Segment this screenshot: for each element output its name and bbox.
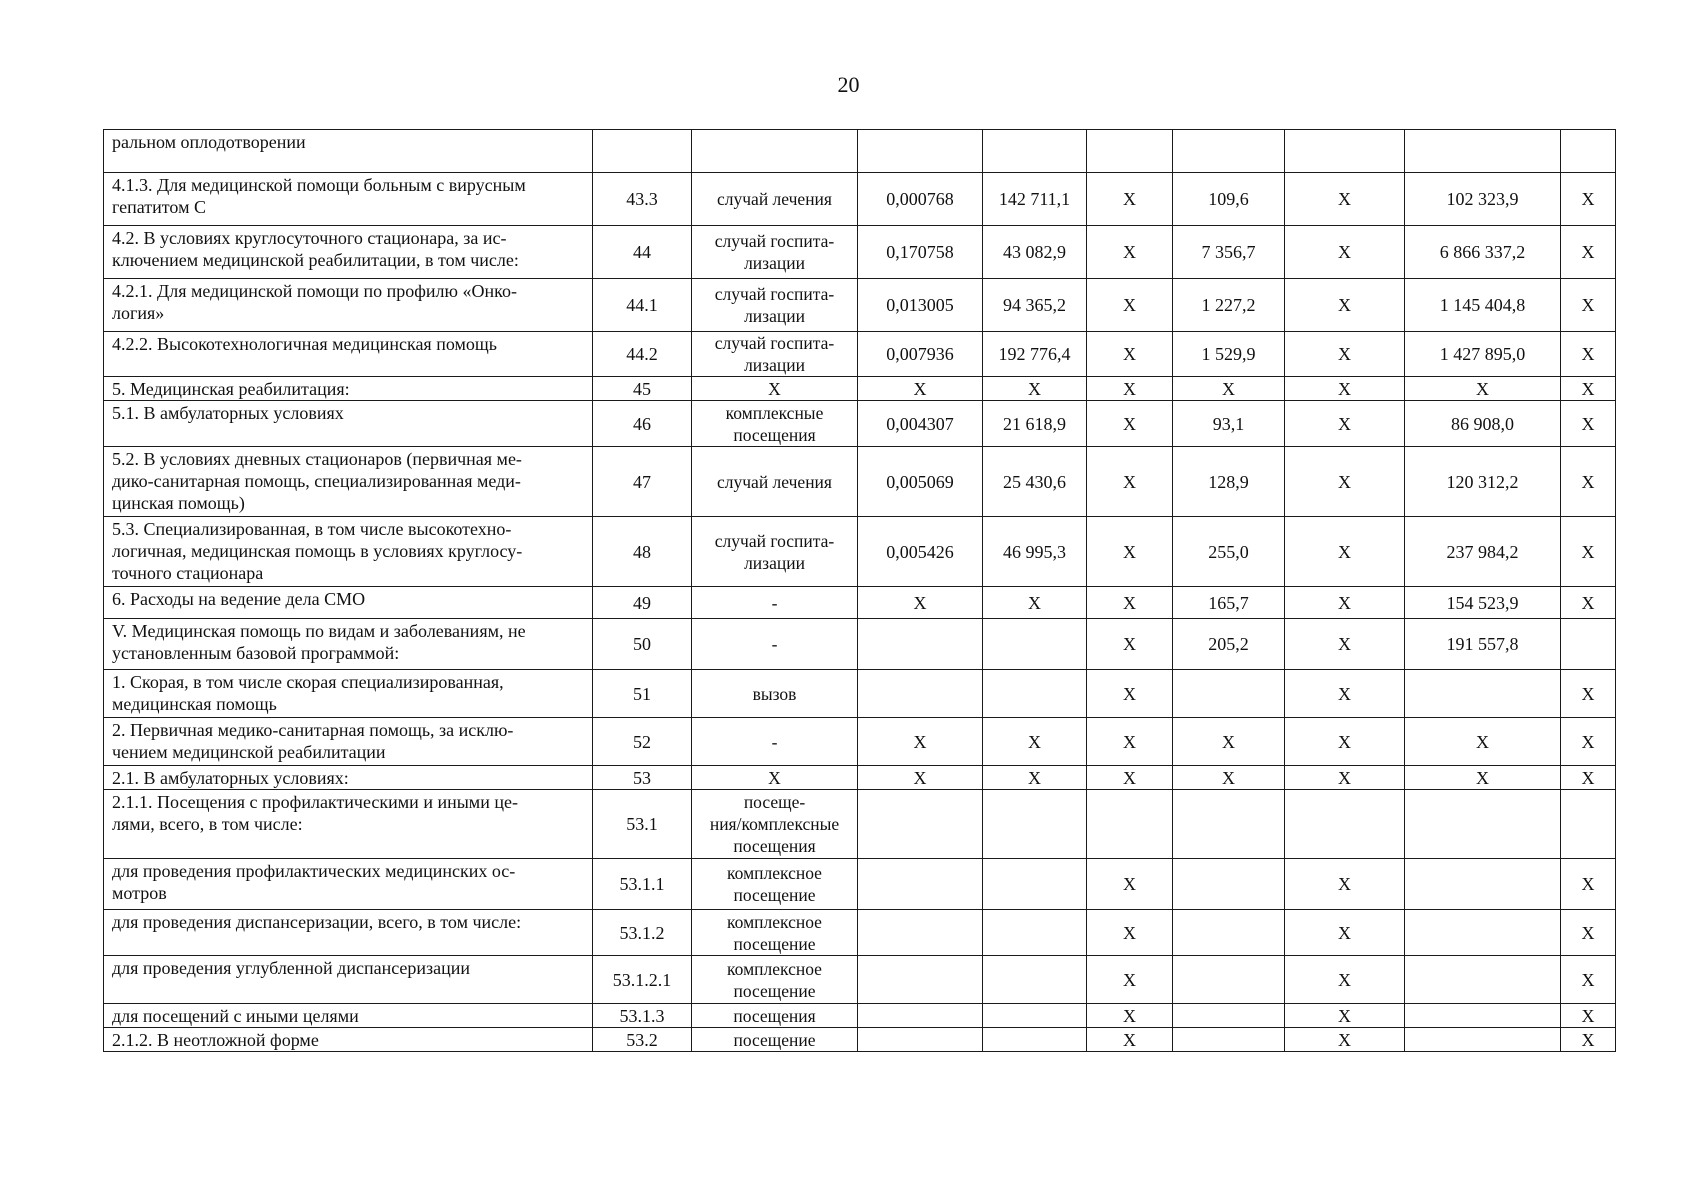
row-name: 4.2.2. Высокотехнологичная медицинская помощь: [104, 332, 593, 377]
row-value: X: [1173, 766, 1285, 790]
row-number: 53.1.2: [593, 910, 692, 956]
row-value: 192 776,4: [983, 332, 1087, 377]
row-unit: случай лечения: [692, 447, 858, 517]
row-value: 1 529,9: [1173, 332, 1285, 377]
row-number: 44: [593, 226, 692, 279]
row-number: 53.2: [593, 1028, 692, 1052]
row-value: 6 866 337,2: [1405, 226, 1561, 279]
row-unit: комплексное посещение: [692, 910, 858, 956]
row-value: X: [1087, 766, 1173, 790]
row-value: X: [1285, 670, 1405, 718]
row-name: для проведения диспансеризации, всего, в том числе:: [104, 910, 593, 956]
row-value: X: [1087, 956, 1173, 1004]
row-value: [983, 1004, 1087, 1028]
row-number: 53: [593, 766, 692, 790]
row-value: X: [1561, 910, 1616, 956]
row-value: X: [1087, 1028, 1173, 1052]
row-value: X: [1087, 859, 1173, 910]
row-value: X: [1285, 226, 1405, 279]
table-row: [104, 401, 1616, 447]
row-value: X: [1561, 1004, 1616, 1028]
row-value: X: [1285, 279, 1405, 332]
table-row: [104, 173, 1616, 226]
row-value: X: [1087, 910, 1173, 956]
row-value: X: [1561, 517, 1616, 587]
row-value: X: [1285, 401, 1405, 447]
row-value: 86 908,0: [1405, 401, 1561, 447]
row-name: 2.1.1. Посещения с профилактическими и иными це- лями, всего, в том числе:: [104, 790, 593, 859]
row-value: [1173, 956, 1285, 1004]
row-value: X: [1173, 377, 1285, 401]
row-value: 165,7: [1173, 587, 1285, 619]
row-value: X: [1285, 517, 1405, 587]
row-value: X: [1561, 226, 1616, 279]
funding-table: [103, 129, 1616, 1052]
row-value: X: [1087, 517, 1173, 587]
row-value: [1173, 910, 1285, 956]
row-name: 5.3. Специализированная, в том числе высокотехно- логичная, медицинская помощь в условиях круглосу- точного стационара: [104, 517, 593, 587]
row-name: 2. Первичная медико-санитарная помощь, за исклю- чением медицинской реабилитации: [104, 718, 593, 766]
row-number: 49: [593, 587, 692, 619]
row-number: 53.1: [593, 790, 692, 859]
row-value: [1405, 1028, 1561, 1052]
table-body: [104, 130, 1616, 1052]
row-unit: посещение: [692, 1028, 858, 1052]
row-name: 4.2.1. Для медицинской помощи по профилю «Онко- логия»: [104, 279, 593, 332]
row-value: [1087, 130, 1173, 173]
row-value: 0,005426: [858, 517, 983, 587]
row-value: 43 082,9: [983, 226, 1087, 279]
row-value: X: [1087, 670, 1173, 718]
row-name: 5.1. В амбулаторных условиях: [104, 401, 593, 447]
table-row: [104, 130, 1616, 173]
row-value: 0,005069: [858, 447, 983, 517]
row-name: для проведения углубленной диспансеризации: [104, 956, 593, 1004]
row-value: X: [1561, 766, 1616, 790]
row-value: 191 557,8: [1405, 619, 1561, 670]
row-value: X: [1285, 859, 1405, 910]
row-name: для посещений с иными целями: [104, 1004, 593, 1028]
row-value: X: [858, 766, 983, 790]
row-value: X: [1561, 447, 1616, 517]
row-value: X: [1561, 670, 1616, 718]
row-value: [1405, 670, 1561, 718]
row-value: X: [1285, 910, 1405, 956]
row-number: 44.1: [593, 279, 692, 332]
row-value: X: [1173, 718, 1285, 766]
row-name: 5.2. В условиях дневных стационаров (первичная ме- дико-санитарная помощь, специализированная меди- цинская помощь): [104, 447, 593, 517]
row-value: [983, 670, 1087, 718]
row-number: 46: [593, 401, 692, 447]
page-number: 20: [837, 72, 860, 97]
row-value: [858, 670, 983, 718]
row-value: 255,0: [1173, 517, 1285, 587]
row-name: 4.1.3. Для медицинской помощи больным с вирусным гепатитом С: [104, 173, 593, 226]
row-value: X: [1087, 377, 1173, 401]
row-number: 48: [593, 517, 692, 587]
row-value: [983, 1028, 1087, 1052]
row-value: [858, 790, 983, 859]
row-value: X: [1561, 859, 1616, 910]
row-value: [1405, 859, 1561, 910]
table-row: [104, 587, 1616, 619]
row-number: 53.1.2.1: [593, 956, 692, 1004]
row-name: V. Медицинская помощь по видам и заболеваниям, не установленным базовой программой:: [104, 619, 593, 670]
row-value: 0,004307: [858, 401, 983, 447]
table-row: [104, 447, 1616, 517]
row-value: [1087, 790, 1173, 859]
row-value: 205,2: [1173, 619, 1285, 670]
row-value: [1173, 1028, 1285, 1052]
table-row: [104, 910, 1616, 956]
table-row: [104, 956, 1616, 1004]
row-number: 50: [593, 619, 692, 670]
row-value: [1173, 670, 1285, 718]
row-number: 53.1.1: [593, 859, 692, 910]
row-value: [983, 130, 1087, 173]
row-value: 154 523,9: [1405, 587, 1561, 619]
row-value: [1561, 130, 1616, 173]
row-value: [858, 619, 983, 670]
row-unit: комплексное посещение: [692, 956, 858, 1004]
row-value: 0,013005: [858, 279, 983, 332]
row-value: [858, 130, 983, 173]
row-name: 2.1. В амбулаторных условиях:: [104, 766, 593, 790]
table-row: [104, 670, 1616, 718]
row-value: X: [983, 718, 1087, 766]
row-value: X: [1087, 173, 1173, 226]
row-value: X: [1561, 956, 1616, 1004]
row-value: [1173, 1004, 1285, 1028]
row-value: [1173, 859, 1285, 910]
row-value: [983, 910, 1087, 956]
row-value: [1285, 130, 1405, 173]
row-unit: X: [692, 377, 858, 401]
row-unit: X: [692, 766, 858, 790]
row-value: X: [983, 377, 1087, 401]
table-row: [104, 1028, 1616, 1052]
table-row: [104, 517, 1616, 587]
row-value: X: [858, 718, 983, 766]
row-value: X: [1285, 1028, 1405, 1052]
row-value: X: [1561, 377, 1616, 401]
row-name: ральном оплодотворении: [104, 130, 593, 173]
row-value: X: [1561, 1028, 1616, 1052]
row-value: [983, 956, 1087, 1004]
row-value: [1405, 956, 1561, 1004]
table-row: [104, 1004, 1616, 1028]
row-unit: посещения: [692, 1004, 858, 1028]
row-value: X: [1087, 447, 1173, 517]
row-value: [983, 619, 1087, 670]
row-value: 1 227,2: [1173, 279, 1285, 332]
row-name: для проведения профилактических медицинских ос- мотров: [104, 859, 593, 910]
row-value: [983, 790, 1087, 859]
row-value: [1405, 790, 1561, 859]
row-value: X: [1561, 587, 1616, 619]
table-row: [104, 226, 1616, 279]
row-unit: случай госпита- лизации: [692, 279, 858, 332]
row-unit: случай госпита- лизации: [692, 226, 858, 279]
row-value: X: [983, 587, 1087, 619]
row-unit: вызов: [692, 670, 858, 718]
row-name: 1. Скорая, в том числе скорая специализированная, медицинская помощь: [104, 670, 593, 718]
row-unit: -: [692, 718, 858, 766]
row-value: X: [1285, 718, 1405, 766]
row-number: 52: [593, 718, 692, 766]
row-value: X: [1285, 173, 1405, 226]
table-row: [104, 718, 1616, 766]
row-name: 4.2. В условиях круглосуточного стационара, за ис- ключением медицинской реабилитации, в том числе:: [104, 226, 593, 279]
row-value: X: [1087, 1004, 1173, 1028]
table-row: [104, 766, 1616, 790]
row-value: X: [1087, 587, 1173, 619]
row-number: 43.3: [593, 173, 692, 226]
row-value: X: [1285, 447, 1405, 517]
row-value: X: [1087, 332, 1173, 377]
row-value: 109,6: [1173, 173, 1285, 226]
row-value: 21 618,9: [983, 401, 1087, 447]
row-unit: случай госпита- лизации: [692, 332, 858, 377]
row-value: [858, 956, 983, 1004]
row-value: X: [1561, 332, 1616, 377]
row-value: X: [1405, 766, 1561, 790]
row-unit: случай лечения: [692, 173, 858, 226]
row-value: X: [1561, 718, 1616, 766]
row-name: 5. Медицинская реабилитация:: [104, 377, 593, 401]
row-value: [1405, 130, 1561, 173]
table-row: [104, 859, 1616, 910]
row-value: X: [858, 587, 983, 619]
row-value: X: [1285, 956, 1405, 1004]
row-value: [858, 859, 983, 910]
table-row: [104, 619, 1616, 670]
row-value: X: [1285, 587, 1405, 619]
row-value: [1173, 790, 1285, 859]
row-value: X: [858, 377, 983, 401]
row-value: X: [1285, 766, 1405, 790]
row-value: 1 145 404,8: [1405, 279, 1561, 332]
row-value: 25 430,6: [983, 447, 1087, 517]
row-unit: посеще- ния/комплексные посещения: [692, 790, 858, 859]
row-number: 51: [593, 670, 692, 718]
row-value: 0,000768: [858, 173, 983, 226]
row-unit: -: [692, 619, 858, 670]
row-value: X: [1087, 279, 1173, 332]
table-row: [104, 332, 1616, 377]
row-value: [1405, 910, 1561, 956]
row-value: 7 356,7: [1173, 226, 1285, 279]
row-value: [1561, 790, 1616, 859]
row-value: X: [1087, 226, 1173, 279]
row-value: X: [1087, 718, 1173, 766]
row-value: X: [1405, 718, 1561, 766]
row-value: 237 984,2: [1405, 517, 1561, 587]
row-unit: случай госпита- лизации: [692, 517, 858, 587]
row-value: [1405, 1004, 1561, 1028]
row-number: [593, 130, 692, 173]
table-row: [104, 790, 1616, 859]
row-value: X: [1561, 401, 1616, 447]
row-value: 120 312,2: [1405, 447, 1561, 517]
row-value: X: [1087, 401, 1173, 447]
table-row: [104, 377, 1616, 401]
row-value: X: [1285, 619, 1405, 670]
row-value: X: [1561, 173, 1616, 226]
row-unit: комплексные посещения: [692, 401, 858, 447]
row-value: [1285, 790, 1405, 859]
row-value: [1561, 619, 1616, 670]
row-value: [983, 859, 1087, 910]
row-value: 0,170758: [858, 226, 983, 279]
row-value: X: [983, 766, 1087, 790]
row-value: [858, 1028, 983, 1052]
row-number: 47: [593, 447, 692, 517]
row-value: [858, 910, 983, 956]
row-number: 44.2: [593, 332, 692, 377]
row-number: 45: [593, 377, 692, 401]
row-value: X: [1285, 1004, 1405, 1028]
row-value: 46 995,3: [983, 517, 1087, 587]
row-name: 2.1.2. В неотложной форме: [104, 1028, 593, 1052]
row-value: [858, 1004, 983, 1028]
row-number: 53.1.3: [593, 1004, 692, 1028]
row-value: 128,9: [1173, 447, 1285, 517]
row-value: 0,007936: [858, 332, 983, 377]
row-unit: [692, 130, 858, 173]
row-unit: -: [692, 587, 858, 619]
row-value: 142 711,1: [983, 173, 1087, 226]
row-value: X: [1285, 377, 1405, 401]
row-value: X: [1561, 279, 1616, 332]
row-name: 6. Расходы на ведение дела СМО: [104, 587, 593, 619]
row-value: 102 323,9: [1405, 173, 1561, 226]
table-row: [104, 279, 1616, 332]
row-value: 93,1: [1173, 401, 1285, 447]
row-value: X: [1405, 377, 1561, 401]
row-value: [1173, 130, 1285, 173]
row-value: 94 365,2: [983, 279, 1087, 332]
row-value: 1 427 895,0: [1405, 332, 1561, 377]
row-unit: комплексное посещение: [692, 859, 858, 910]
row-value: X: [1087, 619, 1173, 670]
row-value: X: [1285, 332, 1405, 377]
